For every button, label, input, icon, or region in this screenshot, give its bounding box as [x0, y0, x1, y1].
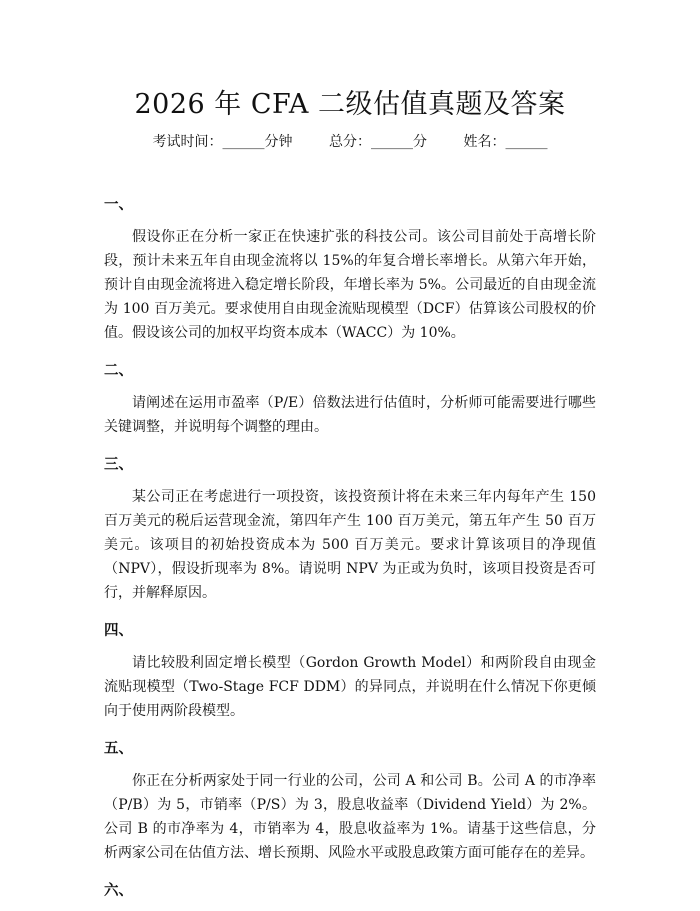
- section-heading-2: 二、: [104, 362, 133, 379]
- section-heading-6: 六、: [104, 882, 133, 899]
- section-body-2: 请阐述在运用市盈率（P/E）倍数法进行估值时，分析师可能需要进行哪些关键调整，并说明每个调整的理由。: [104, 395, 596, 435]
- section-body-4: 请比较股利固定增长模型（Gordon Growth Model）和两阶段自由现金流贴现模型（Two-Stage FCF DDM）的异同点，并说明在什么情况下你更倾向于使用两阶段模型。: [104, 655, 596, 719]
- section-body-1: 假设你正在分析一家正在快速扩张的科技公司。该公司目前处于高增长阶段，预计未来五年自由现金流将以 15%的年复合增长率增长。从第六年开始，预计自由现金流将进入稳定增长阶段，年增长率为 5%。公司最近的自由现金流为 100 百万美元。要求使用自由现金流贴现模型（DCF）估算该公司股权的价值。假设该公司的加权平均资本成本（WACC）为 10%。: [104, 229, 596, 341]
- exam-time-field: 考试时间：______分钟: [152, 134, 293, 150]
- total-score-field: 总分：______分: [329, 134, 427, 150]
- section-heading-5: 五、: [104, 740, 133, 757]
- section-body-5: 你正在分析两家处于同一行业的公司，公司 A 和公司 B。公司 A 的市净率（P/B）为 5，市销率（P/S）为 3，股息收益率（Dividend Yield）为 2%。公司 B 的市净率为 4，市销率为 4，股息收益率为 1%。请基于这些信息，分析两家公司在估值方法、增长预期、风险水平或股息政策方面可能存在的差异。: [104, 773, 596, 861]
- page-title: 2026 年 CFA 二级估值真题及答案: [134, 89, 566, 120]
- section-heading-4: 四、: [104, 622, 133, 639]
- section-heading-3: 三、: [104, 456, 133, 473]
- exam-info-line: [0, 131, 700, 151]
- section-body-3: 某公司正在考虑进行一项投资，该投资预计将在未来三年内每年产生 150 百万美元的税后运营现金流，第四年产生 100 百万美元，第五年产生 50 百万美元。该项目的初始投资成本为 500 百万美元。要求计算该项目的净现值（NPV），假设折现率为 8%。请说明 NPV 为正或为负时，该项目投资是否可行，并解释原因。: [104, 489, 596, 601]
- questions-content: [104, 193, 596, 911]
- name-field: 姓名：______: [463, 134, 548, 150]
- section-heading-1: 一、: [104, 196, 133, 213]
